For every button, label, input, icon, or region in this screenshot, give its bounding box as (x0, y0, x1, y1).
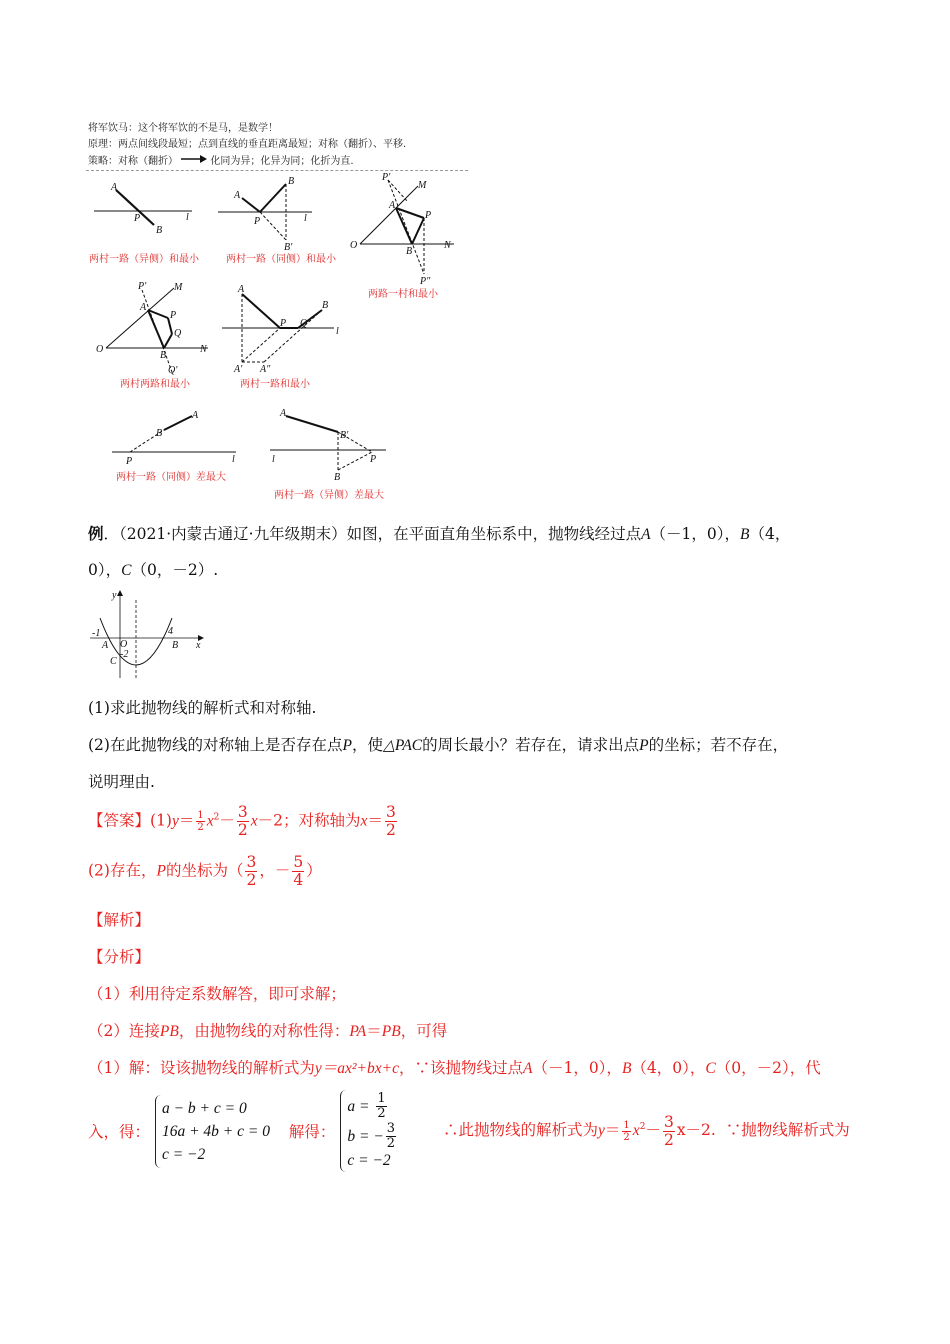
label-B-prime: B′ (340, 430, 349, 441)
caption-f3: 两路一村和最小 (368, 289, 438, 300)
label-A-double-prime: A″ (260, 364, 271, 374)
svg-text:-2: -2 (120, 649, 129, 660)
label-B-prime: B′ (284, 242, 293, 253)
figure-same-side-sum-min (212, 176, 332, 258)
label-P: P (254, 216, 261, 227)
equation-system: a − b + c = 0 16a + 4b + c = 0 c = −2 (155, 1095, 270, 1168)
label-A: A (280, 408, 287, 419)
label-B: B (288, 176, 295, 187)
solution-line-2: 入，得： a − b + c = 0 16a + 4b + c = 0 c = −2 解得： a = $\frac{1}{2}$ b = − $\frac{3}{2}$ c = −2 ∴此抛物线的解析式为y＝ $\frac{1}{2}$ $x^2-$ $\frac{3}{2}$ x－2. ∵抛物线解析式为 (88, 1090, 850, 1172)
label-B: B (156, 428, 163, 439)
analysis-step-1: （1）利用待定系数解答，即可求解； (88, 985, 346, 1003)
label-M: M (174, 282, 183, 293)
label-A-prime: A′ (234, 364, 243, 374)
answer-line-1: 【答案】(1)y＝ $\frac{1}{2}$ $x^2-$ $\frac{3}{2}$ x－2；对称轴为x＝ $\frac{3}{2}$ (88, 803, 396, 840)
svg-text:C: C (110, 656, 117, 667)
label-N: N (444, 240, 451, 251)
label-P: P (370, 454, 377, 465)
svg-text:O: O (120, 639, 128, 650)
label-A: A (111, 182, 118, 193)
label-P: P (170, 310, 177, 321)
svg-text:-1: -1 (92, 628, 101, 639)
figure-two-villages-two-roads (92, 280, 216, 380)
caption-f4: 两村两路和最小 (120, 379, 190, 390)
svg-text:x: x (196, 640, 201, 651)
intro-line-2: 原理：两点间线段最短；点到直线的垂直距离最短；对称（翻折）、平移. (88, 139, 407, 150)
svg-text:A: A (102, 640, 109, 651)
label-l: l (304, 213, 307, 224)
jiexi-heading: 【解析】 (88, 911, 151, 929)
intro-box (88, 121, 468, 170)
label-B: B (322, 300, 329, 311)
intro-line-1: 将军饮马：这个将军饮的不是马，是数学！ (88, 123, 278, 134)
label-l: l (186, 212, 189, 223)
label-O: O (350, 240, 358, 251)
label-P: P (425, 210, 432, 221)
label-A: A (389, 200, 396, 211)
parabola-graph (86, 588, 206, 684)
arrow-icon (181, 153, 207, 169)
label-M: M (418, 180, 427, 191)
caption-f6: 两村一路（同侧）差最大 (116, 472, 226, 483)
label-Q: Q (300, 318, 308, 329)
figure-two-villages-one-road-translate (218, 282, 348, 378)
svg-text:4: 4 (168, 626, 173, 637)
label-P-prime: P′ (382, 172, 391, 183)
example-line-2: 0），C（0，－2）. (88, 561, 219, 579)
label-A: A (234, 190, 241, 201)
figure-different-side-diff-max (264, 404, 394, 488)
question-2: (2)在此抛物线的对称轴上是否存在点P，使△PAC的周长最小？若存在，请求出点P的坐标；若不存在， (88, 736, 789, 754)
label-P-double-prime: P″ (420, 276, 431, 287)
question-2-line-2: 说明理由. (88, 773, 155, 791)
svg-text:B: B (172, 640, 179, 651)
label-Q: Q (174, 328, 182, 339)
label-Q-prime: Q′ (168, 365, 178, 376)
label-A: A (192, 410, 199, 421)
analysis-step-2: （2）连接PB，由抛物线的对称性得：PA＝PB，可得 (88, 1022, 448, 1040)
caption-f1: 两村一路（异侧）和最小 (89, 254, 199, 265)
figure-two-roads-one-village (344, 170, 464, 292)
label-A: A (140, 302, 147, 313)
label-A: A (238, 284, 245, 295)
label-l: l (336, 326, 339, 337)
label-B: B (160, 350, 167, 361)
label-B: B (156, 225, 163, 236)
answer-line-2: (2)存在，P的坐标为（ $\frac{3}{2}$ ，－ $\frac{5}{4}$ ） (88, 853, 322, 890)
label-B: B (334, 472, 341, 483)
example-line-1: 例．（2021·内蒙古通辽·九年级期末）如图，在平面直角坐标系中，抛物线经过点A（－1，0），B（4， (88, 524, 791, 543)
solution-line-1: （1）解：设该抛物线的解析式为y＝ax²+bx+c，∵该抛物线过点A（－1，0），B（4，0），C（0，－2），代 (88, 1059, 821, 1077)
svg-text:y: y (112, 590, 117, 601)
label-l: l (272, 454, 275, 465)
caption-f5: 两村一路和最小 (240, 379, 310, 390)
caption-f7: 两村一路（异侧）差最大 (274, 490, 384, 501)
label-P: P (126, 456, 133, 467)
fenxi-heading: 【分析】 (88, 948, 151, 966)
label-P: P (280, 318, 287, 329)
label-l: l (232, 454, 235, 465)
label-N: N (200, 344, 207, 355)
label-P: P (134, 213, 141, 224)
intro-line-3: 策略：对称（翻折） 化同为异；化异为同；化折为直. (88, 153, 468, 170)
label-P-prime: P′ (138, 281, 147, 292)
solution-system: a = $\frac{1}{2}$ b = − $\frac{3}{2}$ c = −2 (340, 1090, 398, 1172)
figure-different-side-sum-min (88, 178, 208, 246)
figure-same-side-diff-max (108, 408, 248, 472)
caption-f2: 两村一路（同侧）和最小 (226, 254, 336, 265)
label-B: B (406, 246, 413, 257)
question-1: (1)求此抛物线的解析式和对称轴. (88, 699, 317, 717)
label-O: O (96, 344, 104, 355)
